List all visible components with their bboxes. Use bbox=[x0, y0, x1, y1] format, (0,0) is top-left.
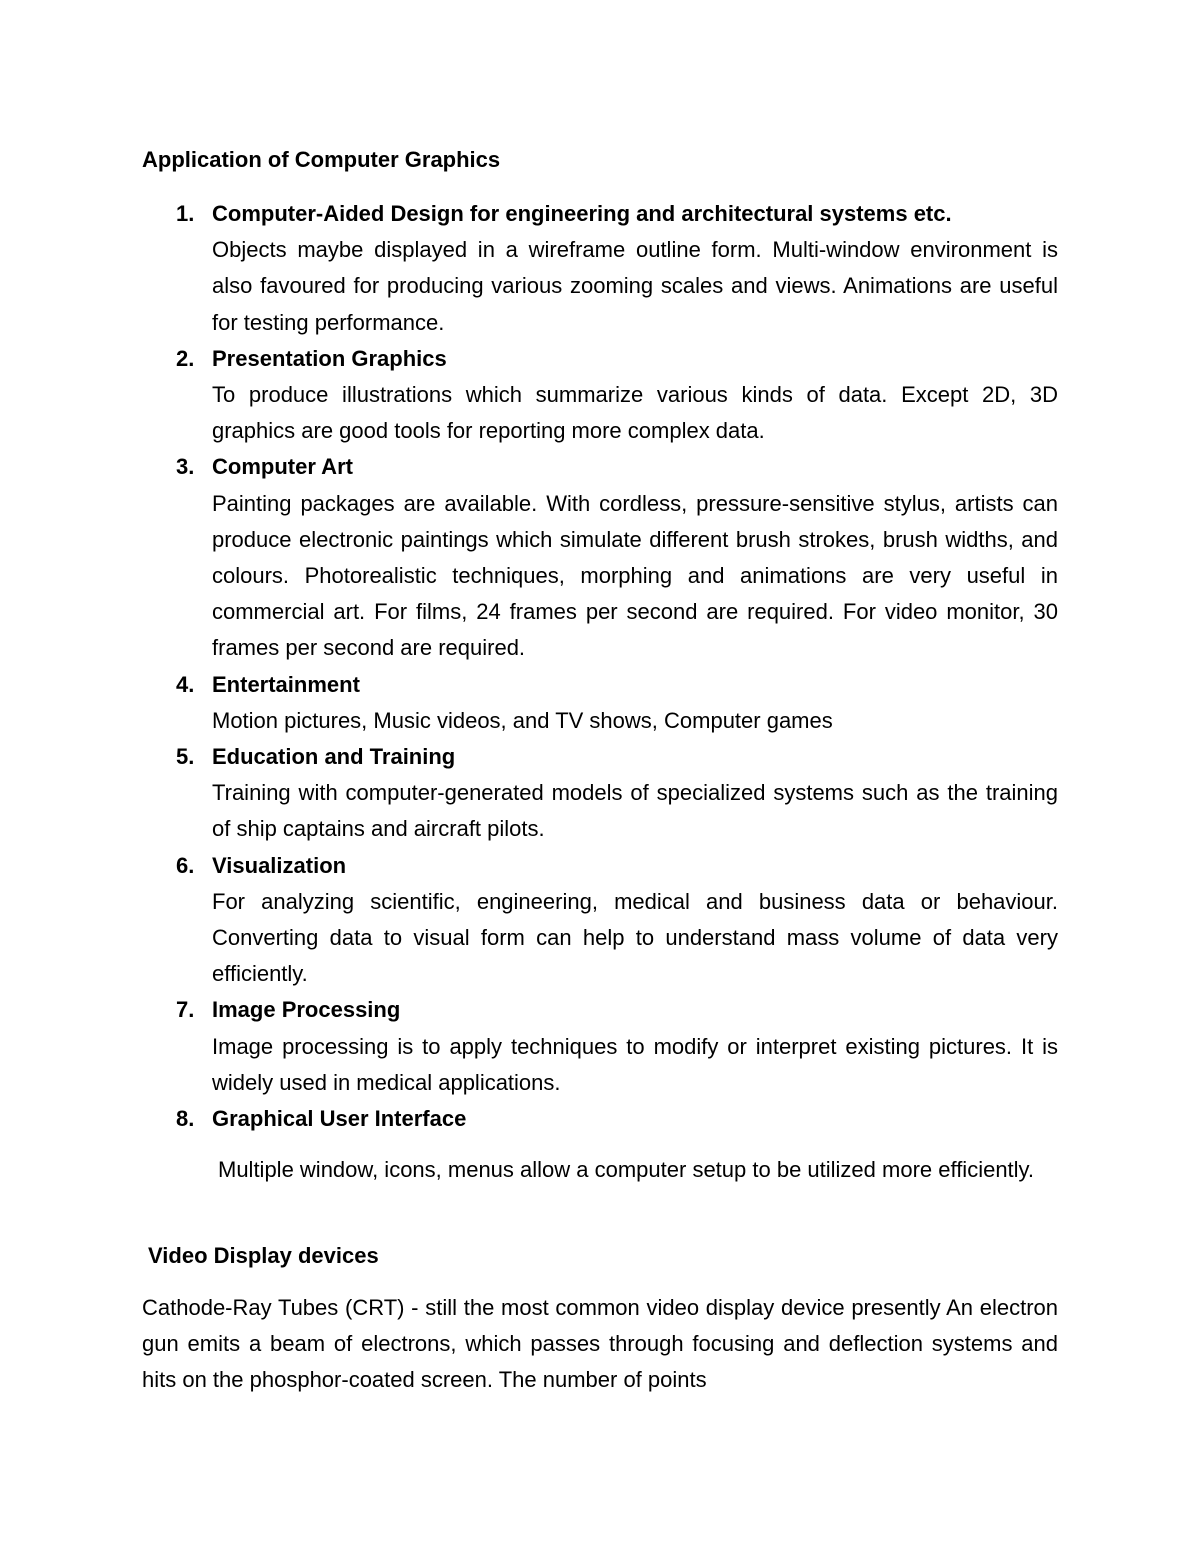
list-item-title: Education and Training bbox=[212, 744, 456, 770]
list-item bbox=[142, 341, 1058, 450]
list-item-title: Image Processing bbox=[212, 997, 401, 1023]
list-item-number: 3. bbox=[176, 454, 195, 480]
list-item-title: Presentation Graphics bbox=[212, 345, 447, 371]
list-item bbox=[142, 1101, 1058, 1137]
list-item bbox=[142, 739, 1058, 848]
list-item-title: Graphical User Interface bbox=[212, 1106, 467, 1132]
list-item-title: Visualization bbox=[212, 852, 347, 878]
list-item-title: Computer Art bbox=[212, 454, 353, 480]
applications-list bbox=[142, 196, 1058, 1137]
list-item-description: Painting packages are available. With cordless, pressure-sensitive stylus, artists can produce electronic paintings which simulate different brush strokes, brush widths, and colours. Photorealistic techniques, morphing and animations are very useful in commercial art. For films, 24 frames per second are required. For video monitor, 30 frames per second are required. bbox=[212, 490, 1058, 661]
gui-paragraph: Multiple window, icons, menus allow a computer setup to be utilized more efficiently. bbox=[218, 1157, 1035, 1182]
section-heading: Video Display devices bbox=[148, 1243, 379, 1268]
page-title: Application of Computer Graphics bbox=[142, 147, 501, 172]
list-item bbox=[142, 992, 1058, 1101]
list-item bbox=[142, 449, 1058, 666]
list-item-title: Computer-Aided Design for engineering and architectural systems etc. bbox=[212, 201, 952, 226]
list-item bbox=[142, 667, 1058, 739]
list-item-number: 4. bbox=[176, 671, 195, 697]
list-item-number: 8. bbox=[176, 1106, 195, 1132]
list-item-number: 1. bbox=[176, 201, 195, 226]
list-item-description: To produce illustrations which summarize various kinds of data. Except 2D, 3D graphics are good tools for reporting more complex data. bbox=[212, 382, 1058, 444]
list-item-description: For analyzing scientific, engineering, medical and business data or behaviour. Converting data to visual form can help to understand mass volume of data very efficiently. bbox=[212, 888, 1058, 987]
list-item bbox=[142, 848, 1058, 993]
list-item-number: 2. bbox=[176, 345, 195, 371]
list-item bbox=[142, 196, 1058, 341]
list-item-number: 6. bbox=[176, 852, 195, 878]
list-item-description: Motion pictures, Music videos, and TV shows, Computer games bbox=[212, 707, 833, 733]
list-item-number: 5. bbox=[176, 744, 195, 770]
crt-paragraph: Cathode-Ray Tubes (CRT) - still the most common video display device presently An electron gun emits a beam of electrons, which passes through focusing and deflection systems and hits on the phosphor-coated screen. The number of points bbox=[142, 1295, 1058, 1393]
list-item-description: Objects maybe displayed in a wireframe outline form. Multi-window environment is also favoured for producing various zooming scales and views. Animations are useful for testing performance. bbox=[212, 237, 1058, 335]
list-item-description: Training with computer-generated models of specialized systems such as the training of ship captains and aircraft pilots. bbox=[212, 780, 1058, 842]
list-item-description: Image processing is to apply techniques to modify or interpret existing pictures. It is widely used in medical applications. bbox=[212, 1033, 1058, 1095]
list-item-number: 7. bbox=[176, 997, 195, 1023]
list-item-title: Entertainment bbox=[212, 671, 360, 697]
